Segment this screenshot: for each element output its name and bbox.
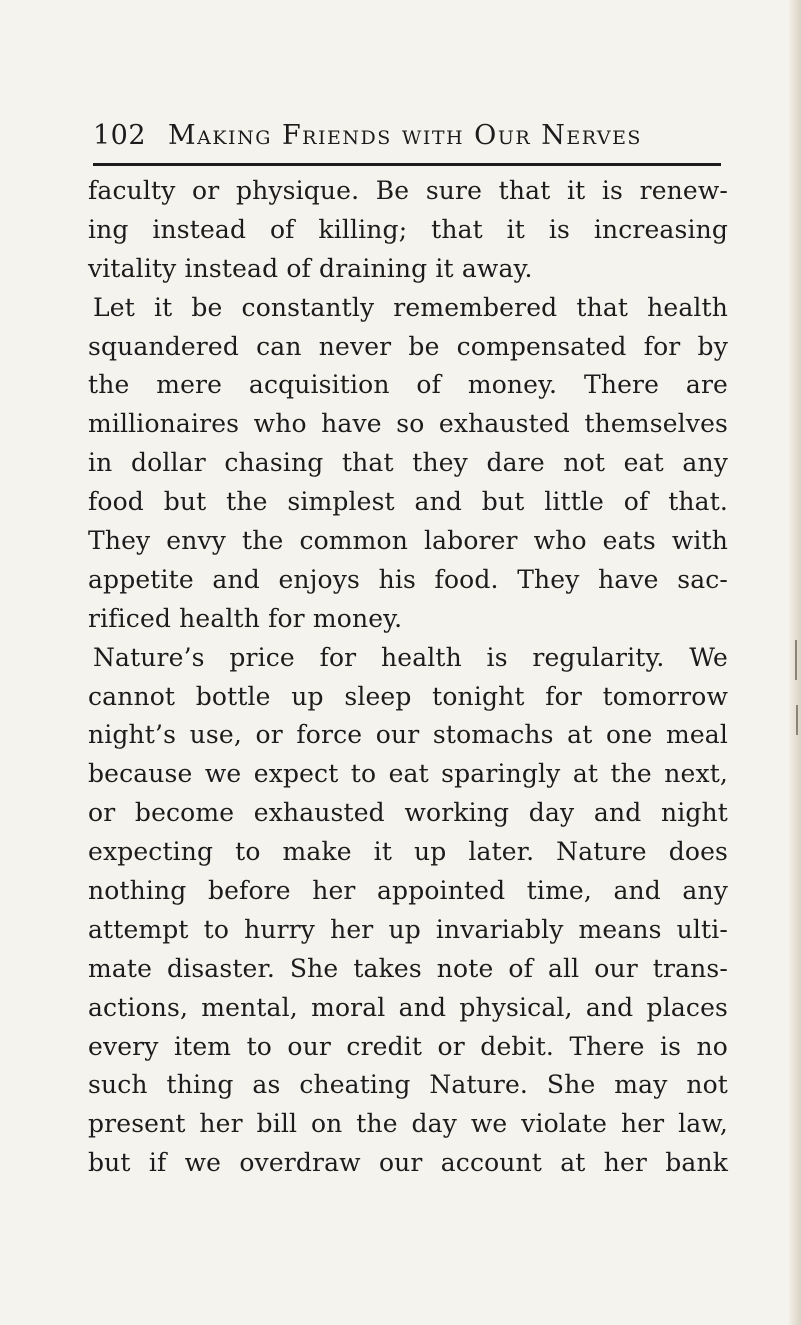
- text-line: Nature’s price for health is regularity. We: [93, 642, 728, 672]
- page-edge-mark: [795, 640, 797, 680]
- page-edge-shadow: [789, 0, 801, 1325]
- text-line: every item to our credit or debit. There is no: [88, 1031, 728, 1061]
- text-line: nothing before her appointed time, and any: [88, 876, 728, 906]
- running-title: Making Friends with Our Nerves: [168, 120, 642, 151]
- page-number: 102: [93, 120, 147, 151]
- text-line: night’s use, or force our stomachs at one meal: [88, 720, 728, 750]
- page-header: [93, 120, 733, 160]
- text-line: They envy the common laborer who eats with: [88, 526, 728, 556]
- text-line: actions, mental, moral and physical, and places: [88, 992, 728, 1022]
- text-line: Let it be constantly remembered that health: [93, 292, 728, 322]
- page-edge-mark: [796, 705, 798, 735]
- text-line: ing instead of killing; that it is increasing: [88, 214, 728, 244]
- text-line: faculty or physique. Be sure that it is renew-: [88, 176, 728, 205]
- header-rule: [93, 163, 721, 166]
- text-line: appetite and enjoys his food. They have sac-: [88, 564, 728, 594]
- text-line: food but the simplest and but little of that.: [88, 487, 728, 517]
- text-line: vitality instead of draining it away.: [88, 253, 533, 283]
- text-line: or become exhausted working day and night: [88, 798, 728, 828]
- text-line: attempt to hurry her up invariably means ulti-: [88, 914, 728, 944]
- text-line: present her bill on the day we violate her law,: [88, 1109, 728, 1139]
- body-text: [88, 172, 728, 1183]
- text-line: the mere acquisition of money. There are: [88, 370, 728, 400]
- text-line: in dollar chasing that they dare not eat any: [88, 448, 728, 478]
- text-line: millionaires who have so exhausted themselves: [88, 409, 728, 439]
- text-line: because we expect to eat sparingly at the next,: [88, 759, 728, 789]
- text-line: rificed health for money.: [88, 603, 403, 633]
- text-line: mate disaster. She takes note of all our trans-: [88, 953, 728, 983]
- text-line: but if we overdraw our account at her bank: [88, 1148, 728, 1178]
- text-line: squandered can never be compensated for by: [88, 331, 728, 361]
- text-line: such thing as cheating Nature. She may not: [88, 1070, 728, 1100]
- text-line: cannot bottle up sleep tonight for tomorrow: [88, 681, 728, 711]
- text-line: expecting to make it up later. Nature does: [88, 837, 728, 867]
